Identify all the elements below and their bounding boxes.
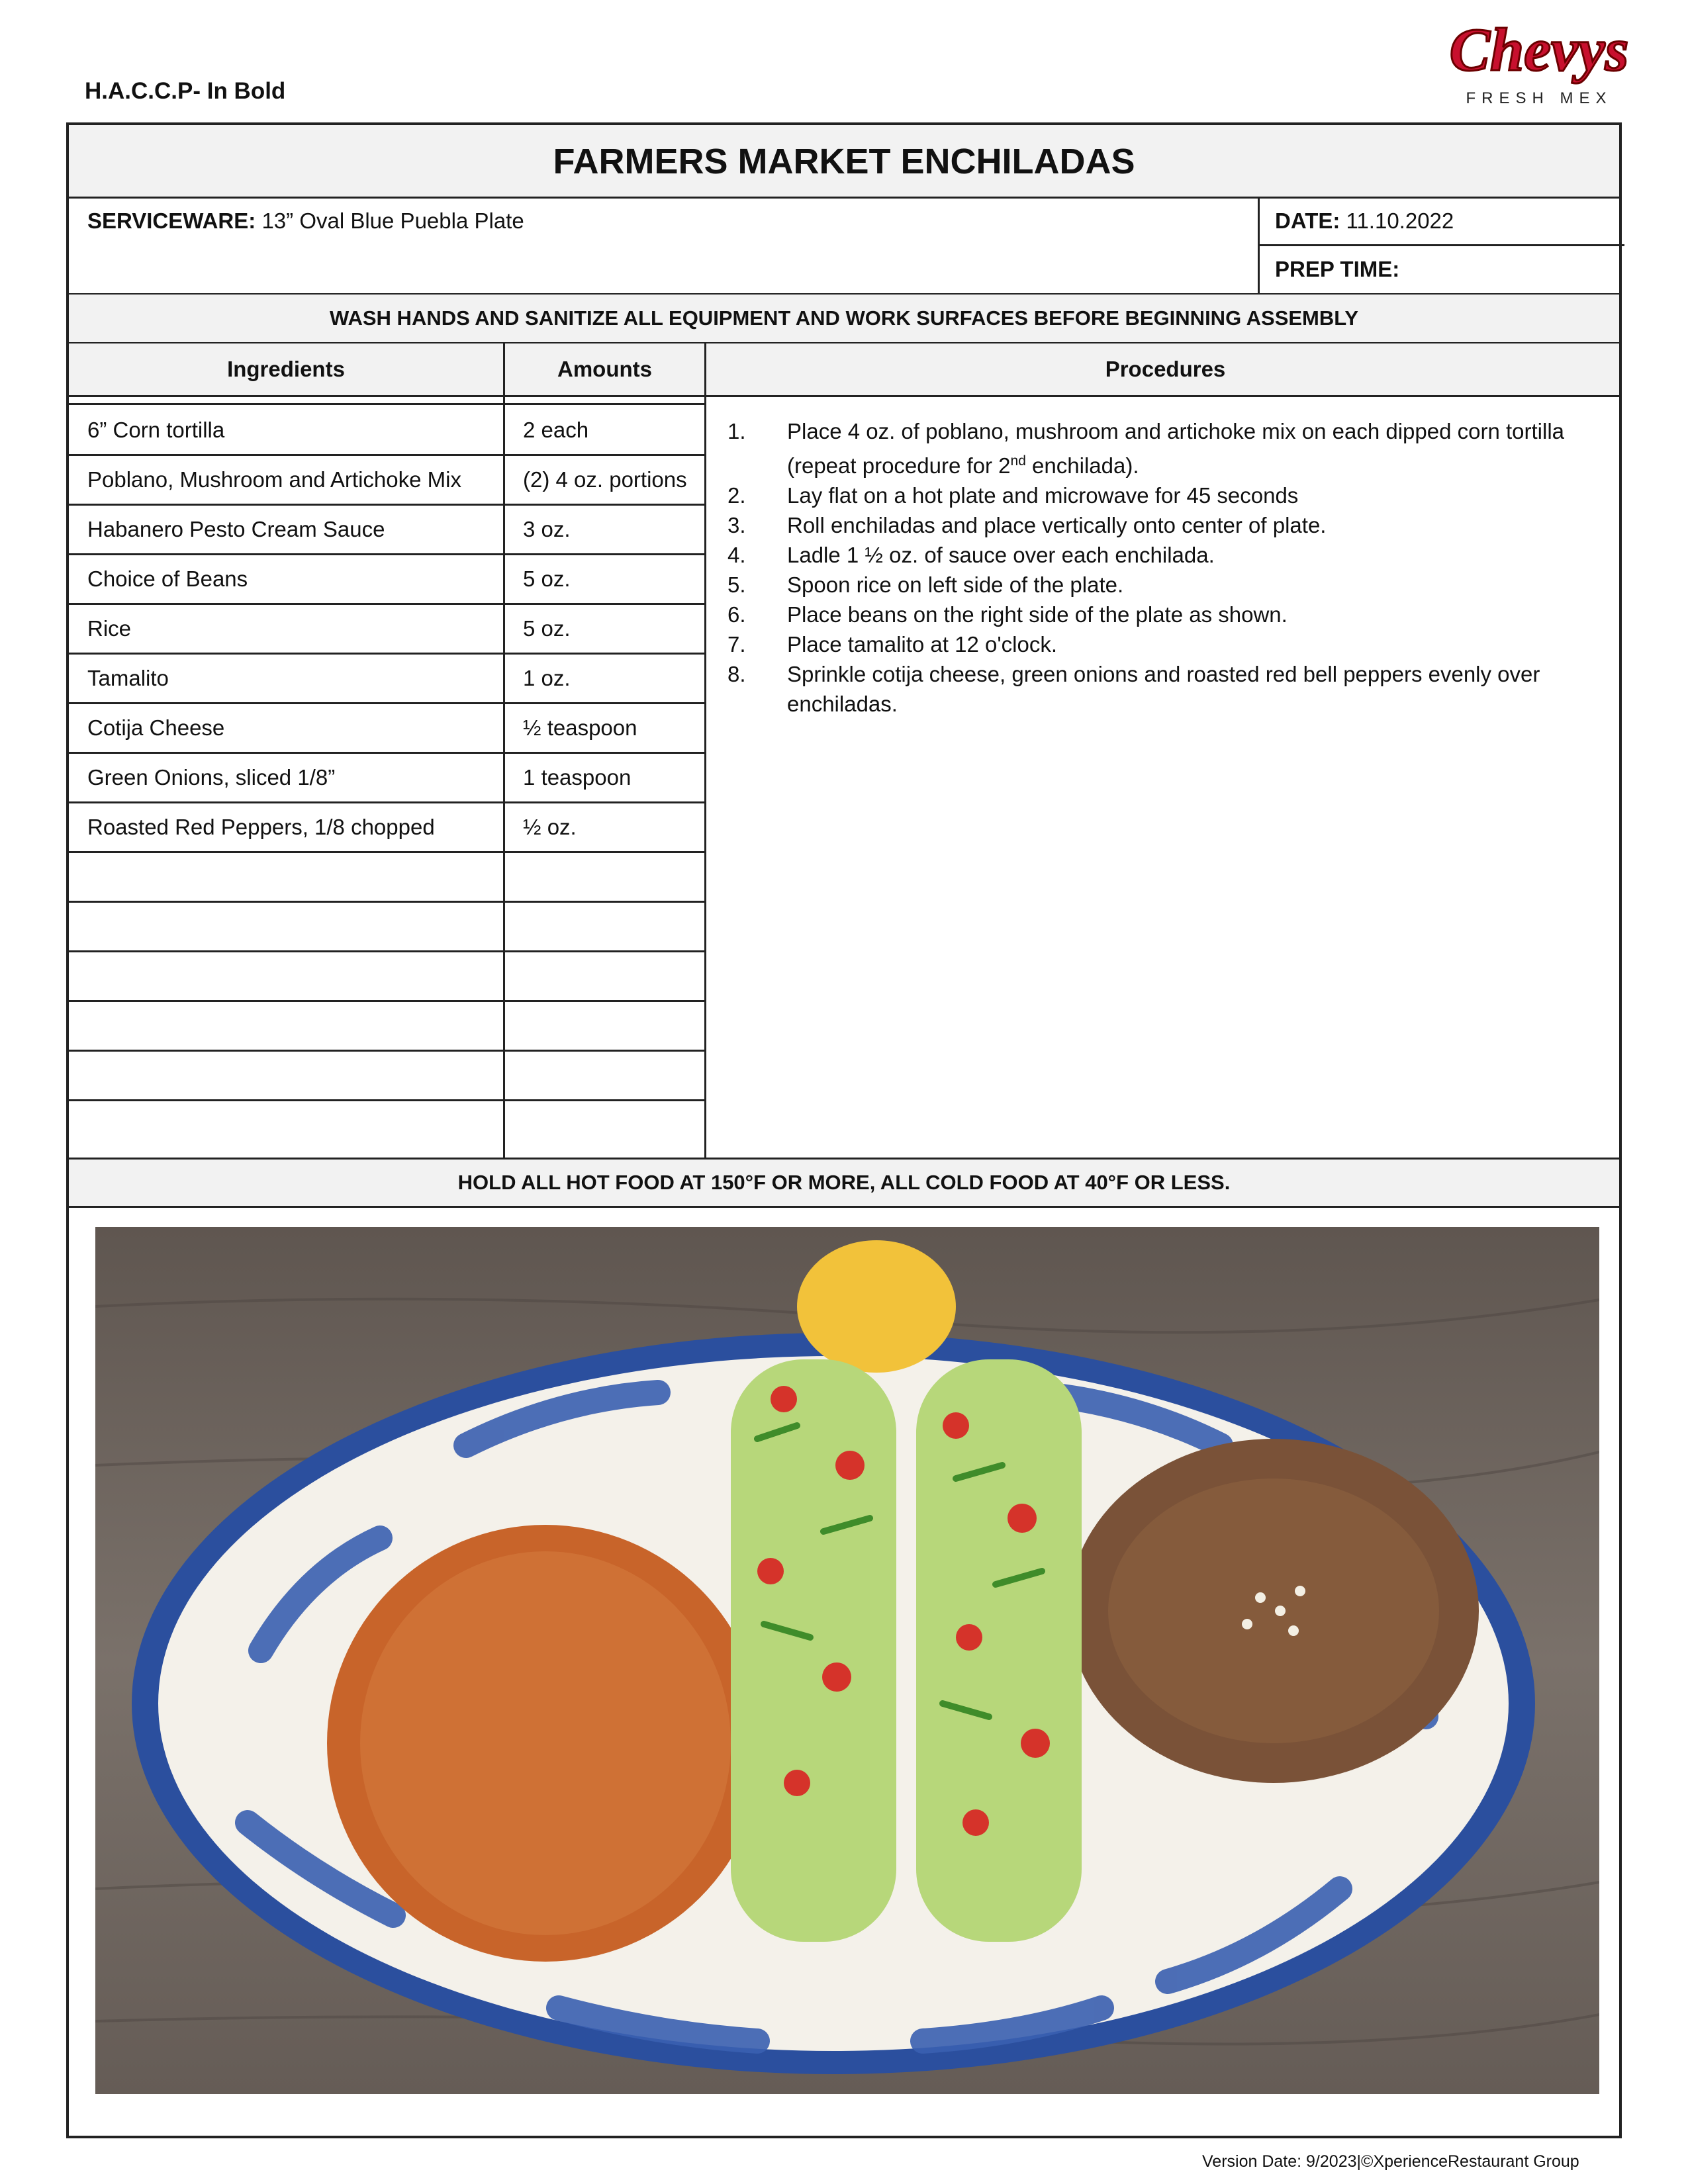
enchilada-right (916, 1359, 1082, 1942)
step-number: 4. (727, 543, 746, 567)
ingredient-row (69, 703, 704, 752)
ingredient-name: Tamalito (87, 666, 169, 690)
recipe-sheet (66, 122, 1622, 2138)
ingredient-amount: ½ teaspoon (523, 715, 637, 740)
procedure-step: 3. Roll enchiladas and place vertically onto center of plate. (721, 510, 1608, 540)
ingredient-name: Green Onions, sliced 1/8” (87, 765, 336, 790)
step-number: 2. (727, 483, 746, 508)
step-number: 8. (727, 662, 746, 686)
ingredient-amount: ½ oz. (523, 815, 577, 839)
enchilada-left (731, 1359, 896, 1942)
ingredient-row (69, 1001, 704, 1050)
ingredient-row (69, 1100, 704, 1150)
haccp-note: H.A.C.C.P- In Bold (85, 78, 286, 104)
ingredient-amount: 1 teaspoon (523, 765, 632, 790)
ingredient-name: Choice of Beans (87, 567, 248, 591)
prep-time-cell (1275, 257, 1399, 282)
step-number: 6. (727, 602, 746, 627)
ingredient-row (69, 852, 704, 901)
ingredient-row (69, 802, 704, 852)
ingredient-amount: 5 oz. (523, 567, 571, 591)
wash-hands-banner: WASH HANDS AND SANITIZE ALL EQUIPMENT AND WORK SURFACES BEFORE BEGINNING ASSEMBLY (69, 295, 1619, 342)
procedure-step: 5. Spoon rice on left side of the plate. (721, 570, 1608, 600)
ingredient-amount: 2 each (523, 418, 589, 442)
ingredient-amount: 1 oz. (523, 666, 571, 690)
procedure-step: 7. Place tamalito at 12 o'clock. (721, 629, 1608, 659)
ingredient-row (69, 653, 704, 703)
ingredient-row (69, 951, 704, 1001)
serviceware-label: SERVICEWARE: (87, 208, 256, 233)
serviceware-value: 13” Oval Blue Puebla Plate (256, 208, 524, 233)
ingredient-amount: 5 oz. (523, 616, 571, 641)
procedure-step: 1. Place 4 oz. of poblano, mushroom and artichoke mix on each dipped corn tortilla (repeat procedure for 2nd enchilada). (721, 416, 1608, 480)
procedure-step: 8. Sprinkle cotija cheese, green onions and roasted red bell peppers evenly over enchiladas. (721, 659, 1608, 719)
amounts-header: Amounts (557, 357, 652, 381)
date-label: DATE: (1275, 208, 1340, 233)
serviceware-cell (87, 208, 524, 234)
ingredient-row (69, 901, 704, 951)
ingredient-row (69, 604, 704, 653)
chevys-logo (1450, 5, 1628, 118)
prep-time-label: PREP TIME: (1275, 257, 1400, 281)
ingredient-name: Poblano, Mushroom and Artichoke Mix (87, 467, 461, 492)
ingredient-name: Rice (87, 616, 132, 641)
plated-dish-photo (95, 1227, 1599, 2094)
step-number: 1. (727, 419, 746, 443)
ingredient-row (69, 554, 704, 604)
ingredient-row (69, 752, 704, 802)
procedure-step: 4. Ladle 1 ½ oz. of sauce over each enchilada. (721, 540, 1608, 570)
procedures-list (721, 416, 1608, 719)
version-footer: Version Date: 9/2023|©XperienceRestaurant Group (1202, 2152, 1579, 2171)
logo-tagline: FRESH MEX (1466, 89, 1613, 107)
ingredient-amount: (2) 4 oz. portions (523, 467, 687, 492)
ingredient-name: 6” Corn tortilla (87, 418, 225, 442)
ingredient-row (69, 405, 704, 455)
date-cell (1275, 208, 1454, 234)
step-number: 3. (727, 513, 746, 537)
ingredient-amount: 3 oz. (523, 517, 571, 541)
procedures-header: Procedures (1105, 357, 1226, 381)
ingredients-header: Ingredients (227, 357, 345, 381)
ingredient-name: Cotija Cheese (87, 715, 225, 740)
logo-wordmark: Chevys (1450, 16, 1628, 83)
tamalito (797, 1240, 956, 1373)
ingredient-name: Roasted Red Peppers, 1/8 chopped (87, 815, 435, 839)
ingredient-row (69, 504, 704, 554)
hold-temperature-banner: HOLD ALL HOT FOOD AT 150°F OR MORE, ALL COLD FOOD AT 40°F OR LESS. (69, 1160, 1619, 1206)
ingredient-name: Habanero Pesto Cream Sauce (87, 517, 385, 541)
step-number: 5. (727, 572, 746, 597)
step-number: 7. (727, 632, 746, 657)
procedure-step: 6. Place beans on the right side of the plate as shown. (721, 600, 1608, 629)
recipe-title: FARMERS MARKET ENCHILADAS (69, 125, 1619, 198)
procedure-step: 2. Lay flat on a hot plate and microwave for 45 seconds (721, 480, 1608, 510)
ingredient-row (69, 455, 704, 504)
ingredient-row (69, 1050, 704, 1100)
date-value: 11.10.2022 (1340, 208, 1454, 233)
